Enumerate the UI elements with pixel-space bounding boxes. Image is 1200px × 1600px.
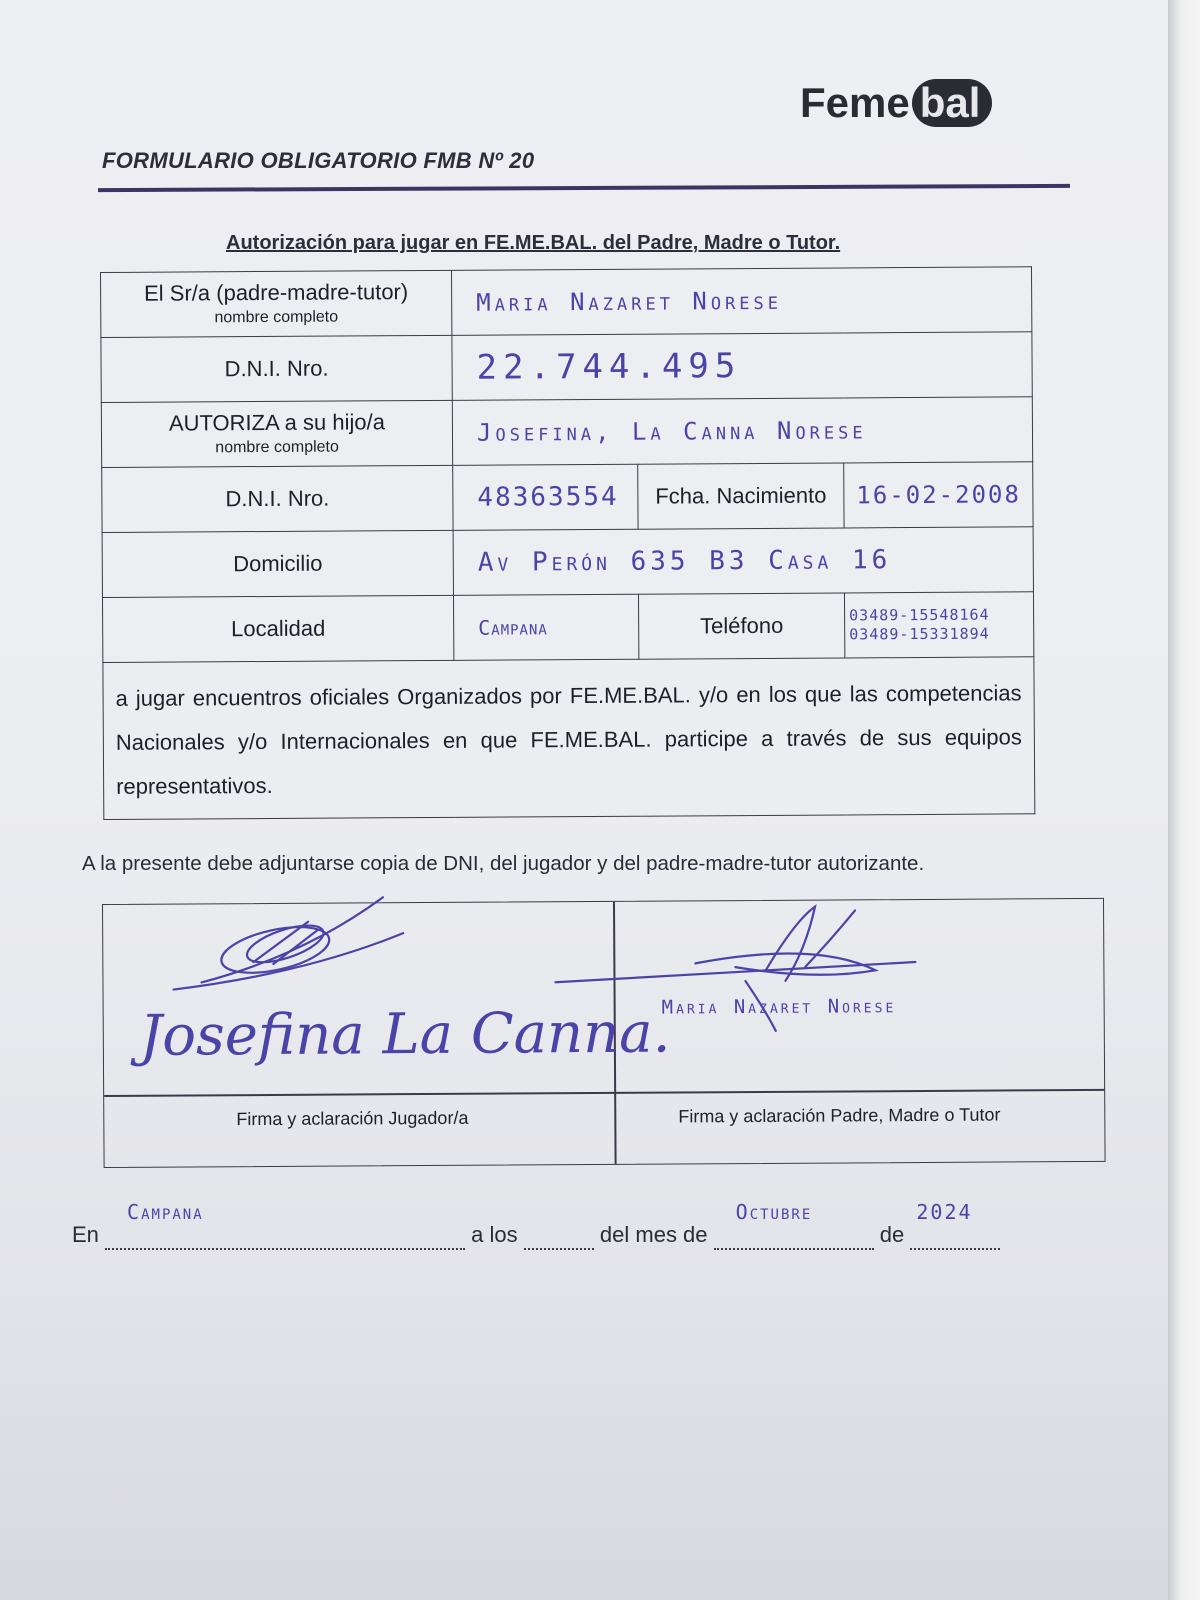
place-date-line bbox=[72, 1200, 1052, 1250]
phone-value-2: 03489-15331894 bbox=[849, 624, 990, 644]
attachment-note: A la presente debe adjuntarse copia de DNI, del jugador y del padre-madre-tutor autorizante. bbox=[82, 852, 925, 875]
city-value: Campana bbox=[127, 1200, 204, 1224]
year-field[interactable] bbox=[910, 1200, 1000, 1250]
locality-value: Campana bbox=[478, 615, 548, 640]
guardian-dni-label: D.N.I. Nro. bbox=[101, 335, 452, 402]
month-field[interactable] bbox=[714, 1200, 874, 1250]
locality-field[interactable] bbox=[453, 594, 638, 660]
player-signature[interactable] bbox=[103, 902, 671, 1095]
phone-label: Teléfono bbox=[638, 593, 844, 659]
femebal-logo bbox=[800, 74, 1062, 132]
child-name-row bbox=[101, 397, 1032, 468]
authorization-table bbox=[100, 266, 1035, 820]
day-field[interactable] bbox=[524, 1222, 594, 1250]
child-label: AUTORIZA a su hijo/a bbox=[168, 409, 385, 436]
birth-date-label: Fcha. Nacimiento bbox=[638, 463, 844, 529]
child-dni-label: D.N.I. Nro. bbox=[102, 465, 453, 532]
locality-label: Localidad bbox=[102, 595, 453, 662]
a-los-label: a los bbox=[471, 1222, 518, 1247]
child-name-field[interactable] bbox=[452, 397, 1032, 466]
logo-text-tail: bal bbox=[912, 79, 993, 127]
guardian-name-row bbox=[101, 267, 1032, 338]
guardian-label: El Sr/a (padre-madre-tutor) bbox=[144, 279, 409, 307]
child-dni-row bbox=[102, 462, 1033, 533]
guardian-signature-caption: Firma y aclaración Padre, Madre o Tutor bbox=[678, 1104, 1001, 1127]
guardian-dni-row bbox=[101, 332, 1032, 403]
statement-row bbox=[103, 657, 1035, 820]
guardian-name-field[interactable] bbox=[451, 267, 1031, 336]
guardian-label-cell bbox=[101, 270, 452, 337]
guardian-signature[interactable] bbox=[615, 899, 1104, 1092]
player-signature-caption: Firma y aclaración Jugador/a bbox=[236, 1107, 469, 1130]
phone-value-1: 03489-15548164 bbox=[849, 605, 990, 625]
address-label: Domicilio bbox=[102, 530, 453, 597]
birth-date-value: 16-02-2008 bbox=[856, 480, 1021, 510]
guardian-name-value: Maria Nazaret Norese bbox=[476, 286, 783, 317]
guardian-dni-value: 22.744.495 bbox=[476, 346, 742, 388]
de-label: de bbox=[879, 1222, 905, 1247]
address-field[interactable] bbox=[453, 527, 1033, 596]
birth-date-field[interactable] bbox=[844, 462, 1033, 528]
guardian-dni-field[interactable] bbox=[452, 332, 1032, 401]
logo-text-main: Feme bbox=[800, 79, 910, 126]
en-label: En bbox=[72, 1222, 99, 1247]
month-value: Octubre bbox=[735, 1200, 813, 1224]
form-subtitle: Autorización para jugar en FE.ME.BAL. del Padre, Madre o Tutor. bbox=[226, 232, 841, 254]
child-name-value: Josefina, La Canna Norese bbox=[476, 416, 867, 447]
phone-field[interactable] bbox=[844, 592, 1033, 658]
child-dni-value: 48363554 bbox=[477, 481, 619, 513]
guardian-sublabel: nombre completo bbox=[214, 308, 339, 327]
guardian-signature-text: Maria Nazaret Norese bbox=[661, 995, 897, 1019]
locality-row bbox=[102, 592, 1033, 663]
child-label-cell bbox=[101, 400, 452, 467]
paper-edge bbox=[1168, 0, 1200, 1600]
year-value: 2024 bbox=[916, 1200, 973, 1224]
mes-label: del mes de bbox=[599, 1222, 708, 1247]
authorization-statement: a jugar encuentros oficiales Organizados por FE.ME.BAL. y/o en los que las competencias Nacionales y/o Internacionales en que FE.ME.BAL. participe a través de sus equipos representativos. bbox=[103, 657, 1035, 820]
address-row bbox=[102, 527, 1033, 598]
signature-box bbox=[102, 898, 1106, 1168]
city-field[interactable] bbox=[105, 1200, 465, 1250]
address-value: Av Perón 635 B3 Casa 16 bbox=[477, 545, 892, 578]
child-dni-field[interactable] bbox=[453, 464, 638, 530]
child-sublabel: nombre completo bbox=[215, 438, 339, 457]
player-signature-text: Josefina La Canna. bbox=[139, 1000, 671, 1069]
form-title: FORMULARIO OBLIGATORIO FMB Nº 20 bbox=[102, 148, 535, 173]
